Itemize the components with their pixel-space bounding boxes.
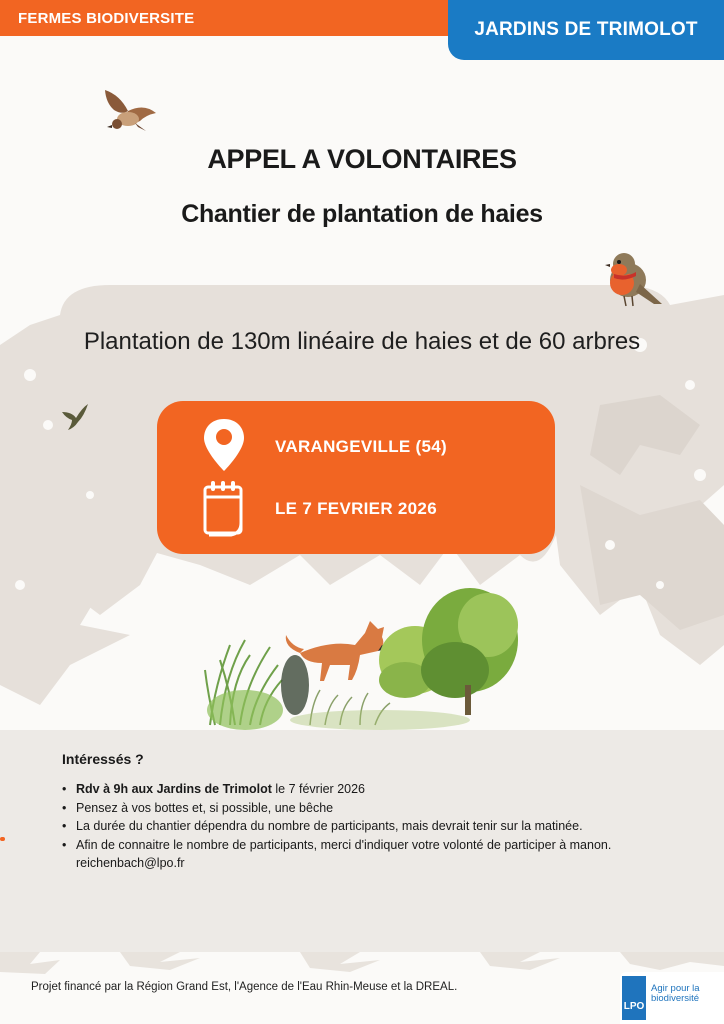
list-item (62, 780, 682, 799)
info-heading: Intéressés ? (62, 751, 144, 767)
list-item-text: le 7 février 2026 (271, 782, 365, 796)
map-pin-icon (199, 415, 249, 475)
event-date: LE 7 FEVRIER 2026 (275, 499, 437, 518)
fermes-biodiversite-banner: FERMES BIODIVERSITE (0, 0, 448, 36)
hedge-and-fox-illustration (200, 585, 525, 735)
event-place-row (157, 415, 555, 475)
robin-illustration (604, 250, 666, 308)
event-place: VARANGEVILLE (54) (275, 437, 447, 456)
list-item (62, 817, 682, 836)
sparrow-illustration (100, 85, 160, 140)
footer (0, 952, 724, 1024)
jardins-de-trimolot-banner: JARDINS DE TRIMOLOT (448, 0, 724, 60)
list-item-text: Afin de connaitre le nombre de participants, merci d'indiquer votre volonté de participer à manon. reichenbach@lpo.fr (76, 837, 612, 870)
list-item (62, 836, 682, 873)
lead-text: Plantation de 130m linéaire de haies et de 60 arbres (83, 328, 641, 355)
list-item-text: Pensez à vos bottes et, si possible, une bêche (76, 800, 334, 815)
decorative-dot (0, 837, 5, 841)
page-subtitle: Chantier de plantation de haies (181, 200, 543, 228)
swallow-illustration (60, 402, 90, 432)
list-item (62, 799, 682, 818)
list-item-bold: Rdv à 9h aux Jardins de Trimolot (76, 782, 272, 796)
event-details-box (157, 401, 555, 554)
info-list (62, 780, 682, 873)
page-title: APPEL A VOLONTAIRES (207, 144, 517, 174)
funding-text: Projet financé par la Région Grand Est, l'Agence de l'Eau Rhin-Meuse et la DREAL. (31, 981, 458, 993)
info-section (0, 730, 724, 952)
event-date-row (157, 479, 555, 539)
calendar-icon (199, 479, 249, 539)
lpo-tagline: Agir pour la biodiversité (651, 983, 700, 1004)
list-item-text: La durée du chantier dépendra du nombre de participants, mais devrait tenir sur la matinée. (76, 819, 583, 833)
lpo-logo-badge (620, 972, 724, 1024)
lpo-logo: LPO (622, 976, 646, 1020)
